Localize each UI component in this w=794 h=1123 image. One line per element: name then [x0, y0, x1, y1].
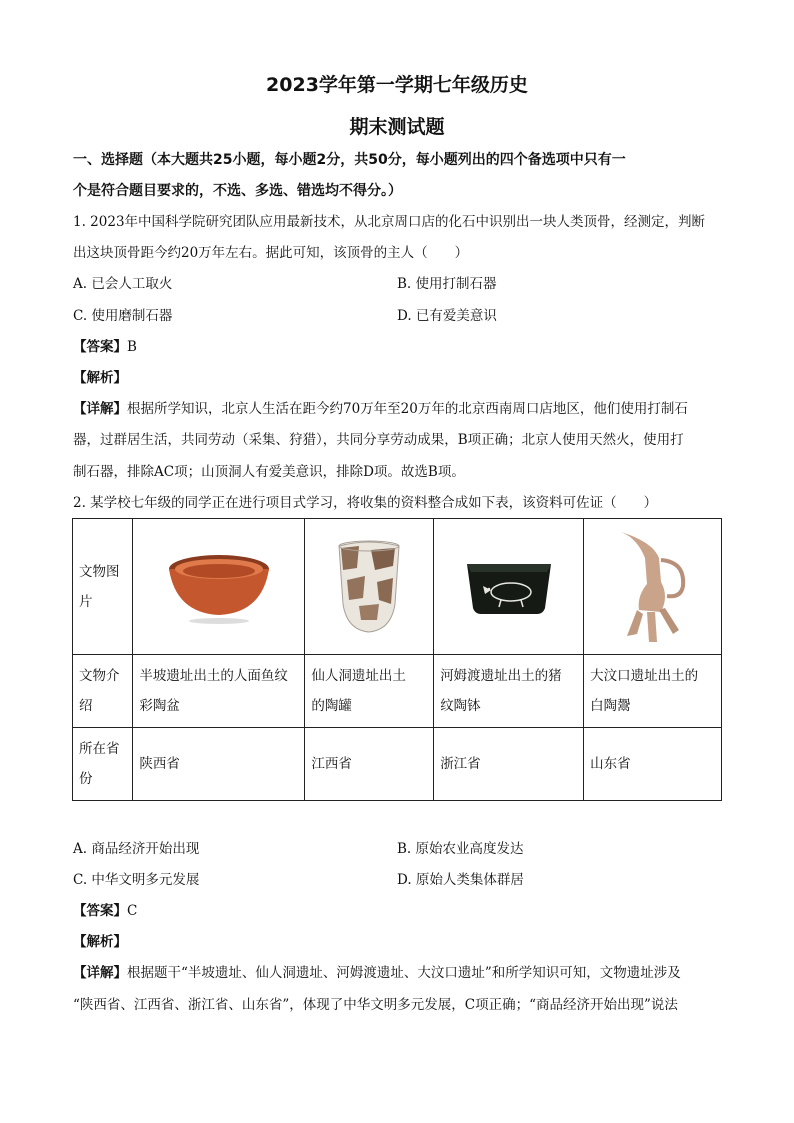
province-cell: 陕西省: [133, 728, 305, 801]
q1-stem-line-2: 出这块顶骨距今约20万年左右。据此可知，该顶骨的主人（ ）: [73, 245, 469, 261]
q1-option-a: A. 已会人工取火: [73, 276, 173, 292]
pottery-jar-icon: [329, 534, 409, 639]
q1-answer: [73, 337, 137, 357]
q1-detail-line-2: 器，过群居生活，共同劳动（采集、狩猎），共同分享劳动成果，B项正确；北京人使用天然火，使用打: [73, 432, 684, 448]
white-gui-icon: [613, 524, 693, 649]
q1-stem-line-1: 1. 2023年中国科学院研究团队应用最新技术，从北京周口店的化石中识别出一块人类顶骨，经测定，判断: [73, 214, 706, 230]
q2-detail-line-1: [73, 963, 723, 983]
q2-option-d: D. 原始人类集体群居: [397, 872, 524, 888]
section-instructions-line-2: 个是符合题目要求的，不选、多选、错选均不得分。）: [73, 183, 402, 199]
relic-image-painted-basin: [133, 519, 305, 655]
detail-tag: 【详解】: [73, 965, 127, 981]
pig-bowl-icon: [461, 552, 557, 622]
q2-option-c: C. 中华文明多元发展: [73, 872, 200, 888]
q1-option-d: D. 已有爱美意识: [397, 308, 497, 324]
answer-value: C: [127, 903, 138, 919]
q1-option-c: C. 使用磨制石器: [73, 308, 173, 324]
relics-table: [72, 518, 722, 801]
intro-cell-dawenkou: 大汶口遗址出土的 白陶鬶: [584, 655, 722, 728]
detail-text: 根据题干“半坡遗址、仙人洞遗址、河姆渡遗址、大汶口遗址”和所学知识可知，文物遗址涉及: [127, 965, 681, 981]
intro-cell-banpo: 半坡遗址出土的人面鱼纹 彩陶盆: [133, 655, 305, 728]
q1-analysis-tag: 【解析】: [73, 370, 127, 386]
q2-detail-line-2: “陕西省、江西省、浙江省、山东省”，体现了中华文明多元发展，C项正确；“商品经济开始出现”说法: [73, 997, 678, 1013]
intro-cell-hemudu: 河姆渡遗址出土的猪 纹陶钵: [434, 655, 584, 728]
q2-answer: [73, 901, 137, 921]
row-header-intros: 文物介 绍: [73, 655, 133, 728]
q2-stem: 2. 某学校七年级的同学正在进行项目式学习，将收集的资料整合成如下表，该资料可佐证（ ）: [73, 495, 658, 511]
province-cell: 浙江省: [434, 728, 584, 801]
intro-cell-xianrendong: 仙人洞遗址出土 的陶罐: [305, 655, 434, 728]
province-cell: 江西省: [305, 728, 434, 801]
detail-tag: 【详解】: [73, 401, 127, 417]
q1-detail-line-1: [73, 399, 723, 419]
page-subtitle: 期末测试题: [349, 116, 445, 138]
table-row-provinces: [73, 728, 722, 801]
answer-value: B: [127, 339, 137, 355]
detail-text: 根据所学知识，北京人生活在距今约70万年至20万年的北京西南周口店地区，他们使用打制石: [127, 401, 688, 417]
q2-option-a: A. 商品经济开始出现: [73, 841, 200, 857]
relic-image-white-gui: [584, 519, 722, 655]
q2-option-b: B. 原始农业高度发达: [397, 841, 524, 857]
relic-image-pig-bowl: [434, 519, 584, 655]
page-title: 2023学年第一学期七年级历史: [266, 74, 528, 96]
q2-analysis-tag: 【解析】: [73, 934, 127, 950]
row-header-images: 文物图 片: [73, 519, 133, 655]
painted-basin-icon: [164, 547, 274, 627]
q1-option-b: B. 使用打制石器: [397, 276, 497, 292]
row-header-provinces: 所在省 份: [73, 728, 133, 801]
q1-detail-line-3: 制石器，排除AC项；山顶洞人有爱美意识，排除D项。故选B项。: [73, 464, 465, 480]
relic-image-pottery-jar: [305, 519, 434, 655]
section-instructions-line-1: 一、选择题（本大题共25小题，每小题2分，共50分，每小题列出的四个备选项中只有一: [73, 152, 626, 168]
answer-tag: 【答案】: [73, 903, 127, 919]
province-cell: 山东省: [584, 728, 722, 801]
table-row-intros: [73, 655, 722, 728]
answer-tag: 【答案】: [73, 339, 127, 355]
table-row-images: [73, 519, 722, 655]
